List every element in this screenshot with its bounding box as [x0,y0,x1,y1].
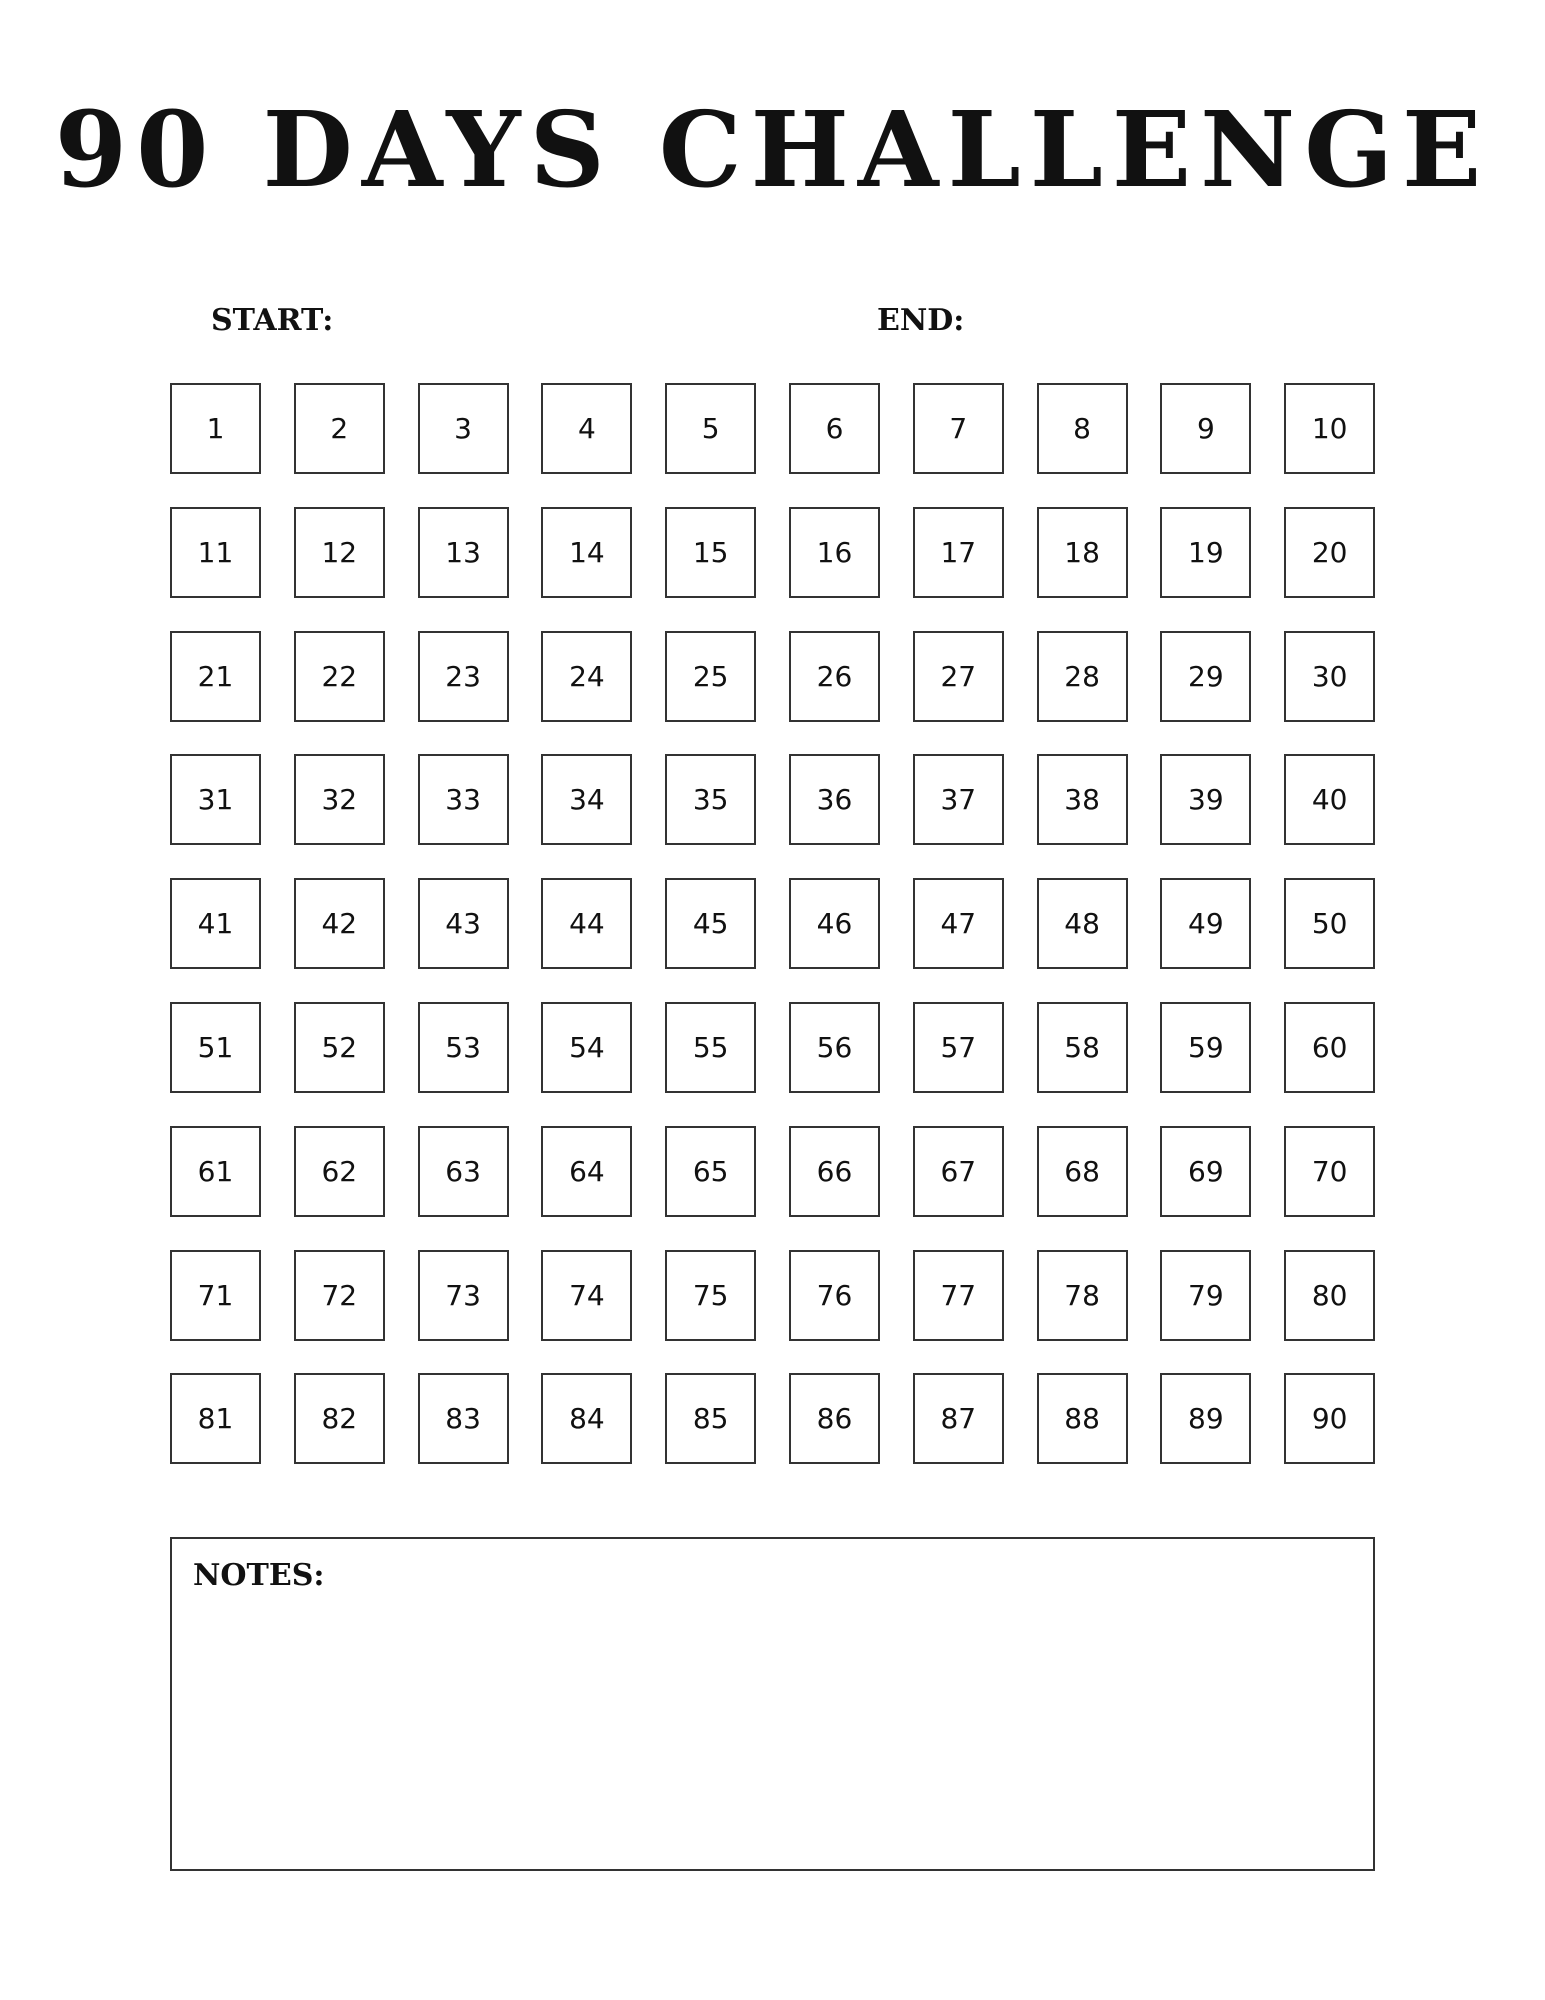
day-box[interactable]: 35 [665,754,756,845]
day-box[interactable]: 77 [913,1250,1004,1341]
notes-label: NOTES: [193,1558,325,1593]
day-box[interactable]: 26 [789,631,880,722]
day-box[interactable]: 27 [913,631,1004,722]
day-box[interactable]: 70 [1284,1126,1375,1217]
day-box[interactable]: 83 [418,1373,509,1464]
day-box[interactable]: 37 [913,754,1004,845]
day-box[interactable]: 14 [541,507,632,598]
day-box[interactable]: 9 [1160,383,1251,474]
start-date-label: START: [211,303,334,338]
day-box[interactable]: 15 [665,507,756,598]
day-box[interactable]: 31 [170,754,261,845]
day-box[interactable]: 65 [665,1126,756,1217]
day-box[interactable]: 38 [1037,754,1128,845]
day-box[interactable]: 28 [1037,631,1128,722]
day-box[interactable]: 18 [1037,507,1128,598]
day-grid [170,383,1375,1464]
day-box[interactable]: 40 [1284,754,1375,845]
day-box[interactable]: 2 [294,383,385,474]
day-box[interactable]: 73 [418,1250,509,1341]
day-box[interactable]: 57 [913,1002,1004,1093]
day-box[interactable]: 68 [1037,1126,1128,1217]
day-box[interactable]: 1 [170,383,261,474]
notes-box[interactable] [170,1537,1375,1871]
day-box[interactable]: 53 [418,1002,509,1093]
day-box[interactable]: 69 [1160,1126,1251,1217]
day-box[interactable]: 12 [294,507,385,598]
day-box[interactable]: 7 [913,383,1004,474]
day-box[interactable]: 84 [541,1373,632,1464]
day-box[interactable]: 59 [1160,1002,1251,1093]
day-box[interactable]: 46 [789,878,880,969]
day-box[interactable]: 51 [170,1002,261,1093]
day-box[interactable]: 67 [913,1126,1004,1217]
day-box[interactable]: 75 [665,1250,756,1341]
day-box[interactable]: 5 [665,383,756,474]
day-box[interactable]: 24 [541,631,632,722]
day-box[interactable]: 11 [170,507,261,598]
day-box[interactable]: 72 [294,1250,385,1341]
day-box[interactable]: 63 [418,1126,509,1217]
day-box[interactable]: 20 [1284,507,1375,598]
day-box[interactable]: 85 [665,1373,756,1464]
day-box[interactable]: 82 [294,1373,385,1464]
day-box[interactable]: 3 [418,383,509,474]
day-box[interactable]: 22 [294,631,385,722]
day-box[interactable]: 17 [913,507,1004,598]
day-box[interactable]: 32 [294,754,385,845]
day-box[interactable]: 23 [418,631,509,722]
day-box[interactable]: 21 [170,631,261,722]
day-box[interactable]: 16 [789,507,880,598]
day-box[interactable]: 47 [913,878,1004,969]
day-box[interactable]: 64 [541,1126,632,1217]
day-box[interactable]: 88 [1037,1373,1128,1464]
day-box[interactable]: 89 [1160,1373,1251,1464]
day-box[interactable]: 60 [1284,1002,1375,1093]
day-box[interactable]: 44 [541,878,632,969]
day-box[interactable]: 13 [418,507,509,598]
day-box[interactable]: 54 [541,1002,632,1093]
day-box[interactable]: 49 [1160,878,1251,969]
day-box[interactable]: 52 [294,1002,385,1093]
day-box[interactable]: 61 [170,1126,261,1217]
day-box[interactable]: 33 [418,754,509,845]
day-box[interactable]: 87 [913,1373,1004,1464]
day-box[interactable]: 42 [294,878,385,969]
day-box[interactable]: 86 [789,1373,880,1464]
day-box[interactable]: 45 [665,878,756,969]
day-box[interactable]: 43 [418,878,509,969]
day-box[interactable]: 71 [170,1250,261,1341]
day-box[interactable]: 78 [1037,1250,1128,1341]
day-box[interactable]: 29 [1160,631,1251,722]
day-box[interactable]: 19 [1160,507,1251,598]
day-box[interactable]: 55 [665,1002,756,1093]
day-box[interactable]: 66 [789,1126,880,1217]
day-box[interactable]: 30 [1284,631,1375,722]
day-box[interactable]: 8 [1037,383,1128,474]
day-box[interactable]: 56 [789,1002,880,1093]
page-title: 90 DAYS CHALLENGE [54,88,1491,211]
day-box[interactable]: 79 [1160,1250,1251,1341]
end-date-label: END: [877,303,965,338]
day-box[interactable]: 25 [665,631,756,722]
day-box[interactable]: 4 [541,383,632,474]
day-box[interactable]: 36 [789,754,880,845]
day-box[interactable]: 41 [170,878,261,969]
day-box[interactable]: 48 [1037,878,1128,969]
day-box[interactable]: 6 [789,383,880,474]
day-box[interactable]: 50 [1284,878,1375,969]
day-box[interactable]: 62 [294,1126,385,1217]
day-box[interactable]: 81 [170,1373,261,1464]
day-box[interactable]: 39 [1160,754,1251,845]
day-box[interactable]: 10 [1284,383,1375,474]
day-box[interactable]: 74 [541,1250,632,1341]
day-box[interactable]: 76 [789,1250,880,1341]
day-box[interactable]: 80 [1284,1250,1375,1341]
day-box[interactable]: 34 [541,754,632,845]
day-box[interactable]: 58 [1037,1002,1128,1093]
day-box[interactable]: 90 [1284,1373,1375,1464]
